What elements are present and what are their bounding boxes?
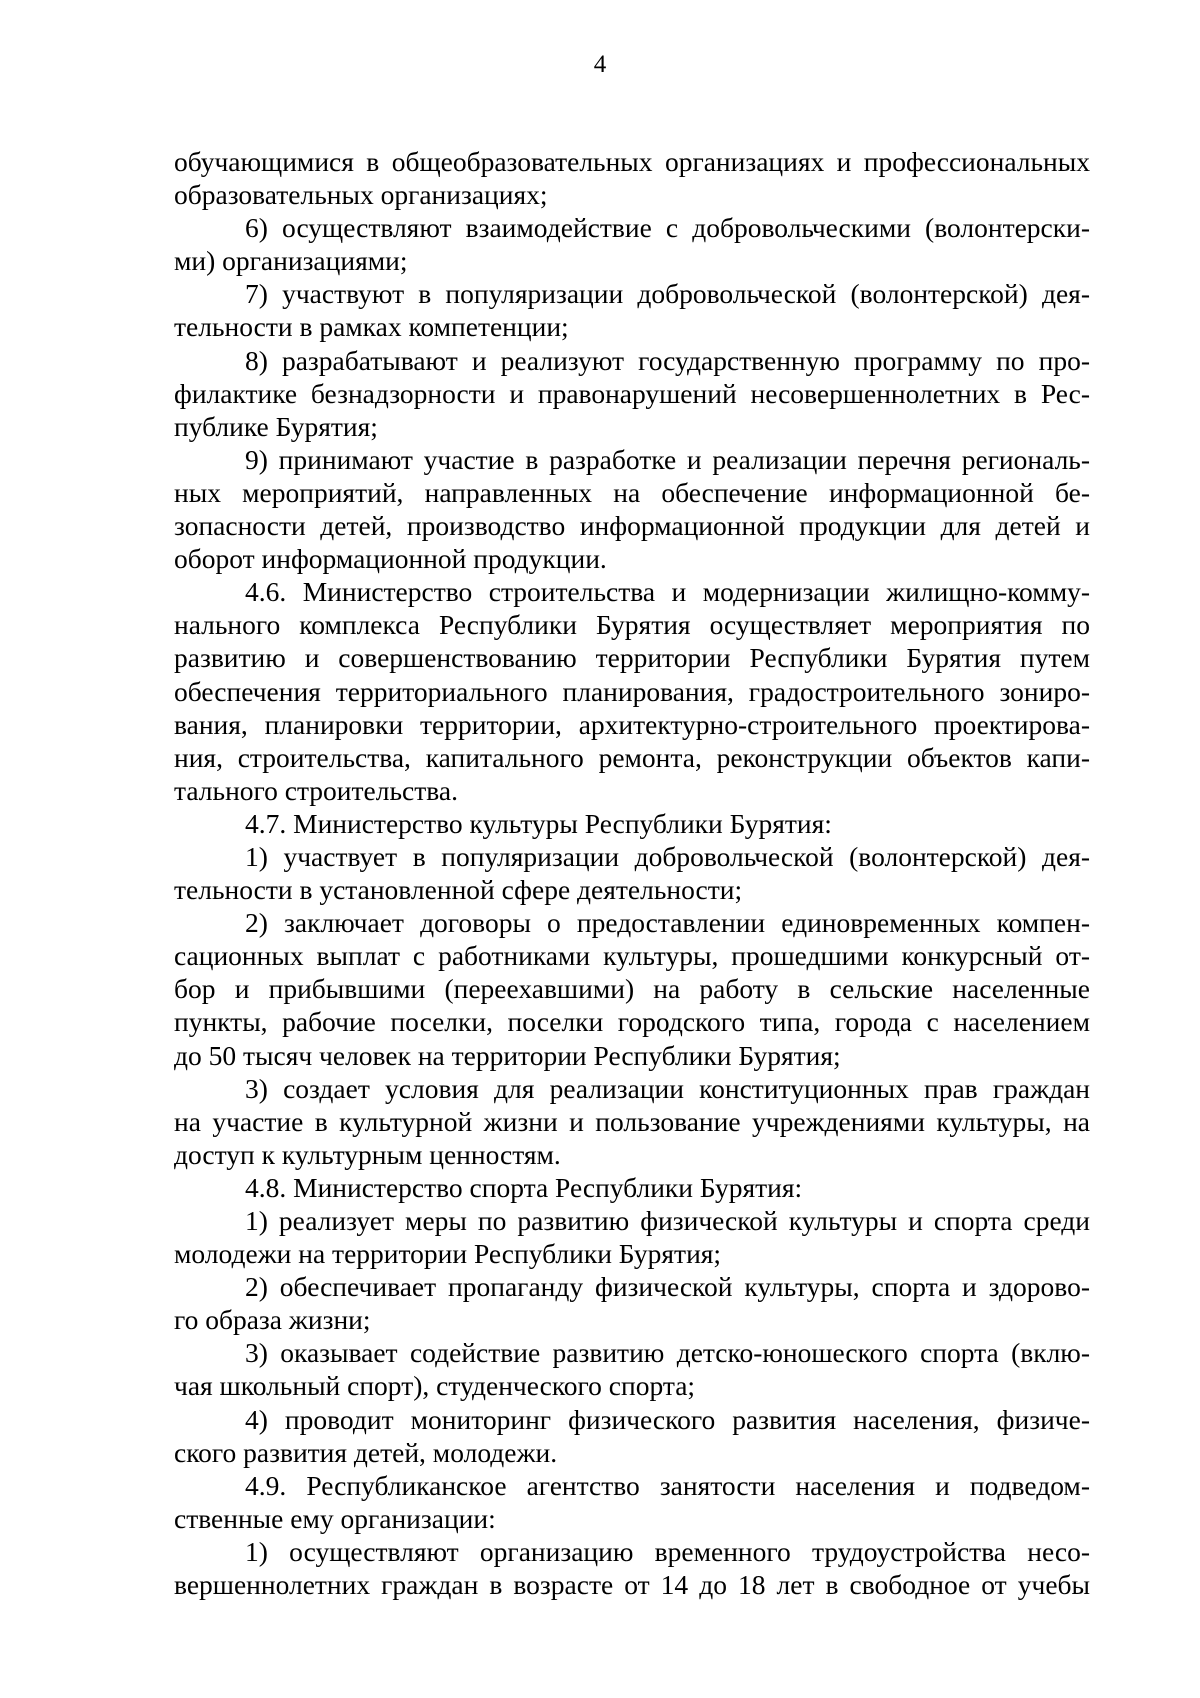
paragraph bbox=[174, 807, 1090, 840]
text-line: развитию и совершенствованию территории Республики Бурятия путем bbox=[174, 642, 1090, 674]
text-line: 4.9. Республиканское агентство занятости населения и подведом- bbox=[245, 1469, 1090, 1501]
text-line: 4) проводит мониторинг физического развития населения, физиче- bbox=[245, 1403, 1090, 1435]
text-line: 3) оказывает содействие развитию детско-юношеского спорта (вклю- bbox=[245, 1337, 1090, 1369]
paragraph bbox=[174, 1403, 1090, 1469]
text-line: 7) участвуют в популяризации добровольческой (волонтерской) дея- bbox=[245, 278, 1090, 310]
paragraph bbox=[174, 575, 1090, 807]
text-line: до 50 тысяч человек на территории Республики Бурятия; bbox=[174, 1039, 841, 1071]
text-line: пункты, рабочие поселки, поселки городского типа, города с населением bbox=[174, 1006, 1090, 1038]
paragraph bbox=[174, 1535, 1090, 1601]
text-line: образовательных организациях; bbox=[174, 179, 548, 211]
text-line: 2) обеспечивает пропаганду физической культуры, спорта и здорово- bbox=[245, 1271, 1090, 1303]
text-line: тельности в установленной сфере деятельности; bbox=[174, 874, 743, 906]
text-line: молодежи на территории Республики Бурятия; bbox=[174, 1238, 722, 1270]
text-line: 1) осуществляют организацию временного трудоустройства несо- bbox=[245, 1535, 1090, 1567]
text-line: зопасности детей, производство информационной продукции для детей и bbox=[174, 510, 1090, 542]
paragraph bbox=[174, 277, 1090, 343]
text-line: ского развития детей, молодежи. bbox=[174, 1436, 558, 1468]
paragraph bbox=[174, 1469, 1090, 1535]
paragraph bbox=[174, 1072, 1090, 1171]
paragraph bbox=[174, 840, 1090, 906]
text-line: чая школьный спорт), студенческого спорта; bbox=[174, 1370, 696, 1402]
text-line: го образа жизни; bbox=[174, 1304, 371, 1336]
text-line: обучающимися в общеобразовательных организациях и профессиональных bbox=[174, 146, 1090, 177]
text-line: ственные ему организации: bbox=[174, 1502, 496, 1534]
text-line: обеспечения территориального планирования, градостроительного зониро- bbox=[174, 675, 1090, 707]
text-line: тельности в рамках компетенции; bbox=[174, 311, 569, 343]
text-line: 3) создает условия для реализации конституционных прав граждан bbox=[245, 1072, 1090, 1104]
paragraph bbox=[174, 1171, 1090, 1204]
text-line: тального строительства. bbox=[174, 774, 458, 806]
text-line: бор и прибывшими (переехавшими) на работу в сельские населенные bbox=[174, 973, 1090, 1005]
text-line: вания, планировки территории, архитектурно-строительного проектирова- bbox=[174, 708, 1090, 740]
text-line: на участие в культурной жизни и пользование учреждениями культуры, на bbox=[174, 1105, 1090, 1137]
text-line: ния, строительства, капитального ремонта, реконструкции объектов капи- bbox=[174, 741, 1090, 773]
text-line: ми) организациями; bbox=[174, 245, 408, 277]
paragraph bbox=[174, 1270, 1090, 1336]
text-line: публике Бурятия; bbox=[174, 410, 378, 442]
text-line: сационных выплат с работниками культуры, прошедшими конкурсный от- bbox=[174, 940, 1090, 972]
page-number: 4 bbox=[593, 51, 607, 78]
text-line: 9) принимают участие в разработке и реализации перечня региональ- bbox=[245, 443, 1090, 475]
paragraph bbox=[174, 906, 1090, 1071]
paragraph bbox=[174, 211, 1090, 277]
document-body bbox=[174, 145, 1090, 1601]
paragraph bbox=[174, 1204, 1090, 1270]
text-line: нального комплекса Республики Бурятия осуществляет мероприятия по bbox=[174, 609, 1090, 641]
text-line: доступ к культурным ценностям. bbox=[174, 1138, 561, 1170]
text-line: ных мероприятий, направленных на обеспечение информационной бе- bbox=[174, 476, 1090, 508]
paragraph bbox=[174, 443, 1090, 575]
text-line: 4.7. Министерство культуры Республики Бурятия: bbox=[245, 807, 832, 839]
text-line: 4.8. Министерство спорта Республики Бурятия: bbox=[245, 1171, 803, 1203]
text-line: оборот информационной продукции. bbox=[174, 543, 607, 575]
text-line: 1) участвует в популяризации добровольческой (волонтерской) дея- bbox=[245, 840, 1090, 872]
text-line: 2) заключает договоры о предоставлении единовременных компен- bbox=[245, 907, 1090, 939]
paragraph bbox=[174, 145, 1090, 211]
text-line: вершеннолетних граждан в возрасте от 14 до 18 лет в свободное от учебы bbox=[174, 1569, 1090, 1601]
paragraph bbox=[174, 344, 1090, 443]
paragraph bbox=[174, 1336, 1090, 1402]
text-line: 6) осуществляют взаимодействие с добровольческими (волонтерски- bbox=[245, 212, 1090, 244]
text-line: 1) реализует меры по развитию физической культуры и спорта среди bbox=[245, 1205, 1090, 1236]
text-line: 4.6. Министерство строительства и модернизации жилищно-комму- bbox=[245, 576, 1090, 608]
text-line: филактике безнадзорности и правонарушений несовершеннолетних в Рес- bbox=[174, 377, 1090, 409]
text-line: 8) разрабатывают и реализуют государственную программу по про- bbox=[245, 344, 1090, 376]
